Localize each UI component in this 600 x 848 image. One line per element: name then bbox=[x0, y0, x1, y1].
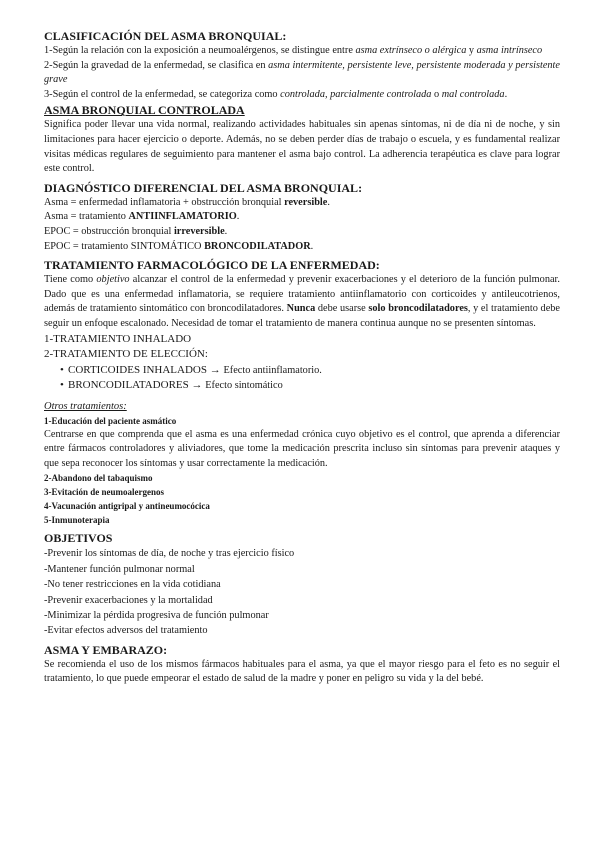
objetivo-item: -No tener restricciones en la vida cotidiana bbox=[44, 579, 221, 591]
controlada-text: Significa poder llevar una vida normal, realizando actividades habituales sin apenas síntomas, ni de día ni de noche, y sin limitaciones para hacer ejercicio o deporte. Además, no se deben perder días de trabajo o escuela, y es fundamental realizar visitas médicas regulares de seguimiento para mantener el asma bajo control. La adherencia terapéutica es clave para lograr este control. bbox=[44, 119, 560, 175]
controlada-title: ASMA BRONQUIAL CONTROLADA bbox=[44, 103, 245, 118]
tratamiento-text: Tiene como objetivo alcanzar el control de la enfermedad y prevenir exacerbaciones y el deterioro de la función pulmonar. Dado que es una enfermedad inflamatoria, se requiere tratamiento antiinflamatorio con corticoides y antileucotrienos, además de tratamiento sintomático con broncodilatadores. Nunca debe usarse solo broncodilatadores, y el tratamiento debe seguir un enfoque escalonado. Necesidad de tomar el tratamiento de manera continua aunque no se presenten síntomas. bbox=[44, 274, 560, 329]
otros-item-1-text: Centrarse en que comprenda que el asma es una enfermedad crónica cuyo objetivo es el control, que aprenda a diferenciar entre fármacos controladores y aliviadores, que tome la medicación prescrita incluso sin síntomas para prevenir ataques y que sepa reconocer los síntomas y usar correctamente la medicación. bbox=[44, 428, 560, 469]
objetivo-item: -Minimizar la pérdida progresiva de función pulmonar bbox=[44, 609, 269, 621]
bullet-corticoides: • CORTICOIDES INHALADOS → Efecto antiinflamatorio. bbox=[44, 363, 560, 379]
embarazo-text: Se recomienda el uso de los mismos fármacos habituales para el asma, ya que el mayor riesgo para el feto es no seguir el tratamiento, lo que puede empeorar el estado de salud de la madre y poner en peligro su vida y la del bebé. bbox=[44, 658, 560, 685]
diagnostico-line-3: EPOC = obstrucción bronquial irreversible. bbox=[44, 225, 228, 237]
objetivo-item: -Mantener función pulmonar normal bbox=[44, 563, 195, 575]
otros-item-5: 5-Inmunoterapia bbox=[44, 515, 110, 526]
objetivos-title: OBJETIVOS bbox=[44, 531, 113, 546]
tratamiento-title: TRATAMIENTO FARMACOLÓGICO DE LA ENFERMEDAD: bbox=[44, 258, 380, 273]
clasificacion-title: CLASIFICACIÓN DEL ASMA BRONQUIAL: bbox=[44, 29, 287, 43]
otros-item-3: 3-Evitación de neumoalergenos bbox=[44, 487, 164, 498]
otros-item-1: 1-Educación del paciente asmático bbox=[44, 415, 177, 426]
clasificacion-item-2: 2-Según la gravedad de la enfermedad, se clasifica en asma intermitente, persistente leve, persistente moderada y persistente grave bbox=[44, 59, 560, 86]
tratamiento-eleccion: 2-TRATAMIENTO DE ELECCIÓN: bbox=[44, 348, 208, 360]
document-page bbox=[44, 28, 560, 687]
otros-item-2: 2-Abandono del tabaquismo bbox=[44, 473, 153, 484]
bullet-icon: • bbox=[60, 363, 64, 376]
diagnostico-title: DIAGNÓSTICO DIFERENCIAL DEL ASMA BRONQUIAL: bbox=[44, 180, 363, 195]
clasificacion-item-1: 1-Según la relación con la exposición a neumoalérgenos, se distingue entre asma extrínseco o alérgica y asma intrínseco bbox=[44, 45, 543, 56]
objetivo-item: -Prevenir exacerbaciones y la mortalidad bbox=[44, 594, 213, 606]
clasificacion-item-3: 3-Según el control de la enfermedad, se categoriza como controlada, parcialmente controlada o mal controlada. bbox=[44, 88, 508, 100]
bullet-icon: • bbox=[60, 379, 64, 391]
otros-title: Otros tratamientos: bbox=[44, 400, 127, 412]
diagnostico-line-1: Asma = enfermedad inflamatoria + obstrucción bronquial reversible. bbox=[44, 196, 330, 208]
diagnostico-line-2: Asma = tratamiento ANTIINFLAMATORIO. bbox=[44, 211, 240, 223]
tratamiento-inhalado: 1-TRATAMIENTO INHALADO bbox=[44, 332, 192, 345]
objetivo-item: -Evitar efectos adversos del tratamiento bbox=[44, 625, 208, 637]
embarazo-title: ASMA Y EMBARAZO: bbox=[44, 642, 168, 657]
diagnostico-line-4: EPOC = tratamiento SINTOMÁTICO BRONCODILATADOR. bbox=[44, 240, 314, 252]
bullet-broncodilatadores: • BRONCODILATADORES → Efecto sintomático bbox=[44, 378, 560, 394]
otros-item-4: 4-Vacunación antigripal y antineumocócica bbox=[44, 501, 210, 512]
objetivo-item: -Prevenir los síntomas de día, de noche y tras ejercicio físico bbox=[44, 548, 295, 560]
